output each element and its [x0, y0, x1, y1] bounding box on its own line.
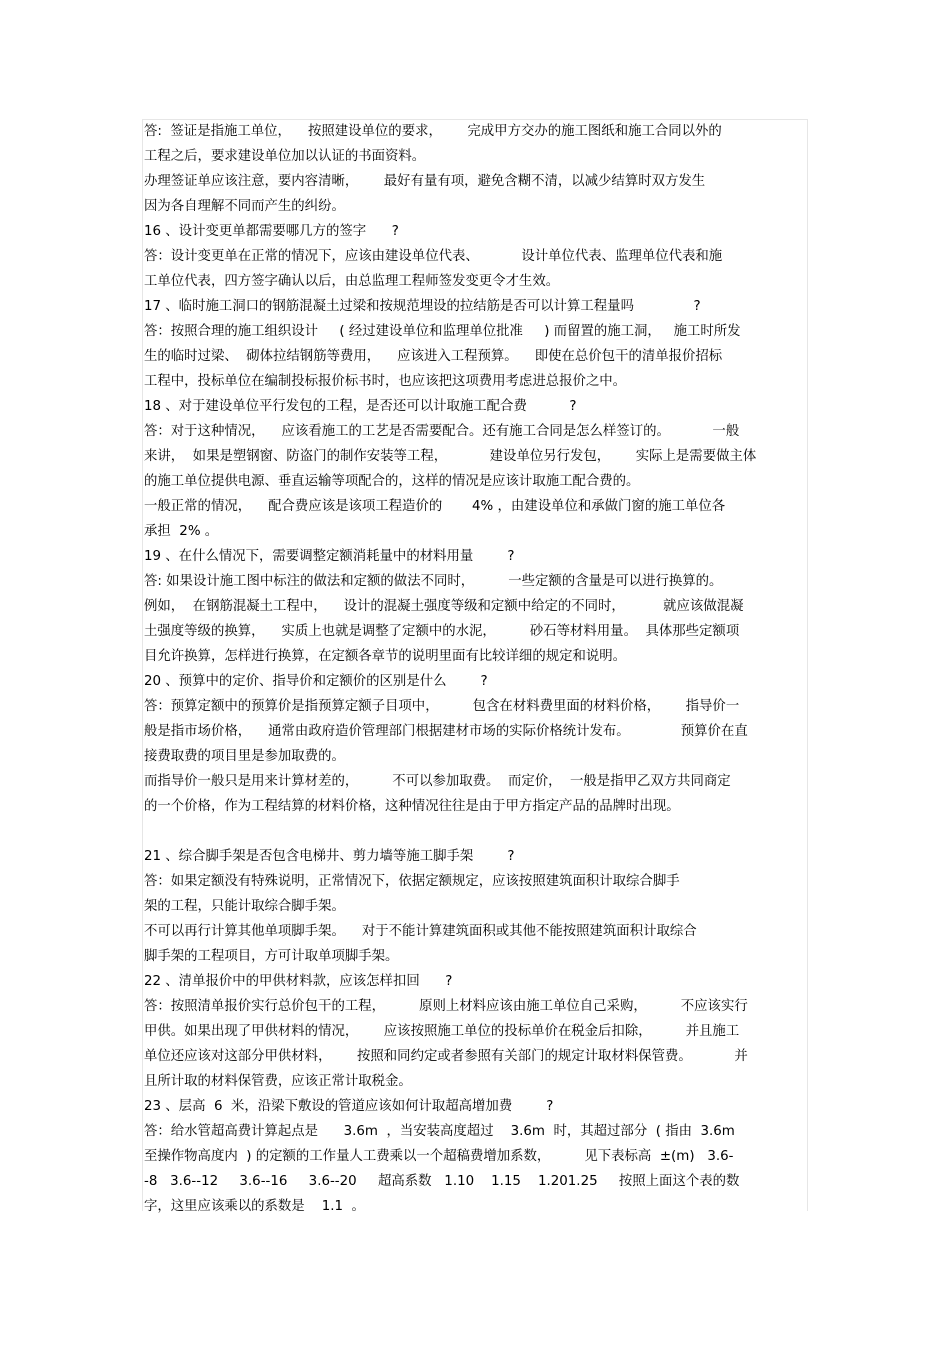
- question-19-heading: 19 、在什么情况下，需要调整定额消耗量中的材料用量 ?: [144, 549, 515, 564]
- page-border-right: [807, 119, 808, 1211]
- text-line: 生的临时过梁、 砌体拉结钢筋等费用， 应该进入工程预算。 即使在总价包干的清单报价招标: [144, 349, 723, 364]
- text-line: 答：按照清单报价实行总价包干的工程， 原则上材料应该由施工单位自己采购， 不应该实行: [144, 999, 748, 1014]
- text-line: 单位还应该对这部分甲供材料， 按照和同约定或者参照有关部门的规定计取材料保管费。 并: [144, 1049, 748, 1064]
- text-line: 答：对于这种情况， 应该看施工的工艺是否需要配合。还有施工合同是怎么样签订的。 一般: [144, 424, 740, 439]
- text-line: 目允许换算，怎样进行换算，在定额各章节的说明里面有比较详细的规定和说明。: [144, 649, 627, 664]
- text-line: -8 3.6--12 3.6--16 3.6--20 超高系数 1.10 1.15 1.201.25 按照上面这个表的数: [144, 1174, 740, 1189]
- question-21-heading: 21 、综合脚手架是否包含电梯井、剪力墙等施工脚手架 ?: [144, 849, 515, 864]
- question-17-heading: 17 、临时施工洞口的钢筋混凝土过梁和按规范埋设的拉结筋是否可以计算工程量吗 ?: [144, 299, 701, 314]
- text-line: 答: 如果设计施工图中标注的做法和定额的做法不同时， 一些定额的含量是可以进行换算的。: [144, 574, 723, 589]
- text-line: 工程中，投标单位在编制投标报价标书时，也应该把这项费用考虑进总报价之中。: [144, 374, 627, 389]
- page-border-left: [142, 119, 143, 1211]
- blank-line: [144, 819, 804, 844]
- text-line: 答：如果定额没有特殊说明，正常情况下，依据定额规定，应该按照建筑面积计取综合脚手: [144, 874, 680, 889]
- text-line: 的施工单位提供电源、垂直运输等项配合的，这样的情况是应该计取施工配合费的。: [144, 474, 640, 489]
- text-line: 工程之后，要求建设单位加以认证的书面资料。: [144, 149, 426, 164]
- text-line: 接费取费的项目里是参加取费的。: [144, 749, 345, 764]
- text-line: 般是指市场价格， 通常由政府造价管理部门根据建材市场的实际价格统计发布。 预算价在直: [144, 724, 748, 739]
- question-23-heading: 23 、层高 6 米，沿梁下敷设的管道应该如何计取超高增加费 ?: [144, 1099, 554, 1114]
- document-body: [144, 119, 804, 1219]
- text-line: 一般正常的情况， 配合费应该是该项工程造价的 4% ，由建设单位和承做门窗的施工单位各: [144, 499, 726, 514]
- text-line: 的一个价格，作为工程结算的材料价格，这种情况往往是由于甲方指定产品的品牌时出现。: [144, 799, 680, 814]
- text-line: 答：预算定额中的预算价是指预算定额子目项中， 包含在材料费里面的材料价格， 指导价一: [144, 699, 740, 714]
- text-line: 字，这里应该乘以的系数是 1.1 。: [144, 1199, 365, 1214]
- text-line: 例如， 在钢筋混凝土工程中， 设计的混凝土强度等级和定额中给定的不同时， 就应该做混凝: [144, 599, 744, 614]
- text-line: 架的工程，只能计取综合脚手架。: [144, 899, 345, 914]
- text-line: 办理签证单应该注意，要内容清晰， 最好有量有项，避免含糊不清，以减少结算时双方发生: [144, 174, 706, 189]
- text-line: 不可以再行计算其他单项脚手架。 对于不能计算建筑面积或其他不能按照建筑面积计取综合: [144, 924, 697, 939]
- question-16-heading: 16 、设计变更单都需要哪几方的签字 ?: [144, 224, 399, 239]
- text-line: 因为各自理解不同而产生的纠纷。: [144, 199, 345, 214]
- question-20-heading: 20 、预算中的定价、指导价和定额价的区别是什么 ?: [144, 674, 488, 689]
- text-line: 答: 签证是指施工单位， 按照建设单位的要求， 完成甲方交办的施工图纸和施工合同以外的: [144, 124, 722, 139]
- text-line: 答：给水管超高费计算起点是 3.6m ，当安装高度超过 3.6m 时，其超过部分 ( 指由 3.6m: [144, 1124, 735, 1139]
- question-22-heading: 22 、清单报价中的甲供材料款，应该怎样扣回 ?: [144, 974, 453, 989]
- question-18-heading: 18 、对于建设单位平行发包的工程，是否还可以计取施工配合费 ?: [144, 399, 577, 414]
- text-line: 答：按照合理的施工组织设计 ( 经过建设单位和监理单位批准 ) 而留置的施工洞， 施工时所发: [144, 324, 741, 339]
- text-line: 至操作物高度内 ) 的定额的工作量人工费乘以一个超稿费增加系数， 见下表标高 ±(m) 3.6-: [144, 1149, 734, 1164]
- text-line: 土强度等级的换算， 实质上也就是调整了定额中的水泥， 砂石等材料用量。 具体那些定额项: [144, 624, 740, 639]
- text-line: 来讲， 如果是塑钢窗、防盗门的制作安装等工程， 建设单位另行发包， 实际上是需要做主体: [144, 449, 757, 464]
- text-line: 而指导价一般只是用来计算材差的， 不可以参加取费。 而定价， 一般是指甲乙双方共同商定: [144, 774, 731, 789]
- text-line: 承担 2% 。: [144, 524, 219, 539]
- text-line: 答：设计变更单在正常的情况下，应该由建设单位代表、 设计单位代表、监理单位代表和施: [144, 249, 723, 264]
- text-line: 工单位代表，四方签字确认以后，由总监理工程师签发变更令才生效。: [144, 274, 560, 289]
- text-line: 甲供。如果出现了甲供材料的情况， 应该按照施工单位的投标单价在税金后扣除， 并且施工: [144, 1024, 740, 1039]
- text-line: 脚手架的工程项目，方可计取单项脚手架。: [144, 949, 399, 964]
- text-line: 且所计取的材料保管费，应该正常计取税金。: [144, 1074, 412, 1089]
